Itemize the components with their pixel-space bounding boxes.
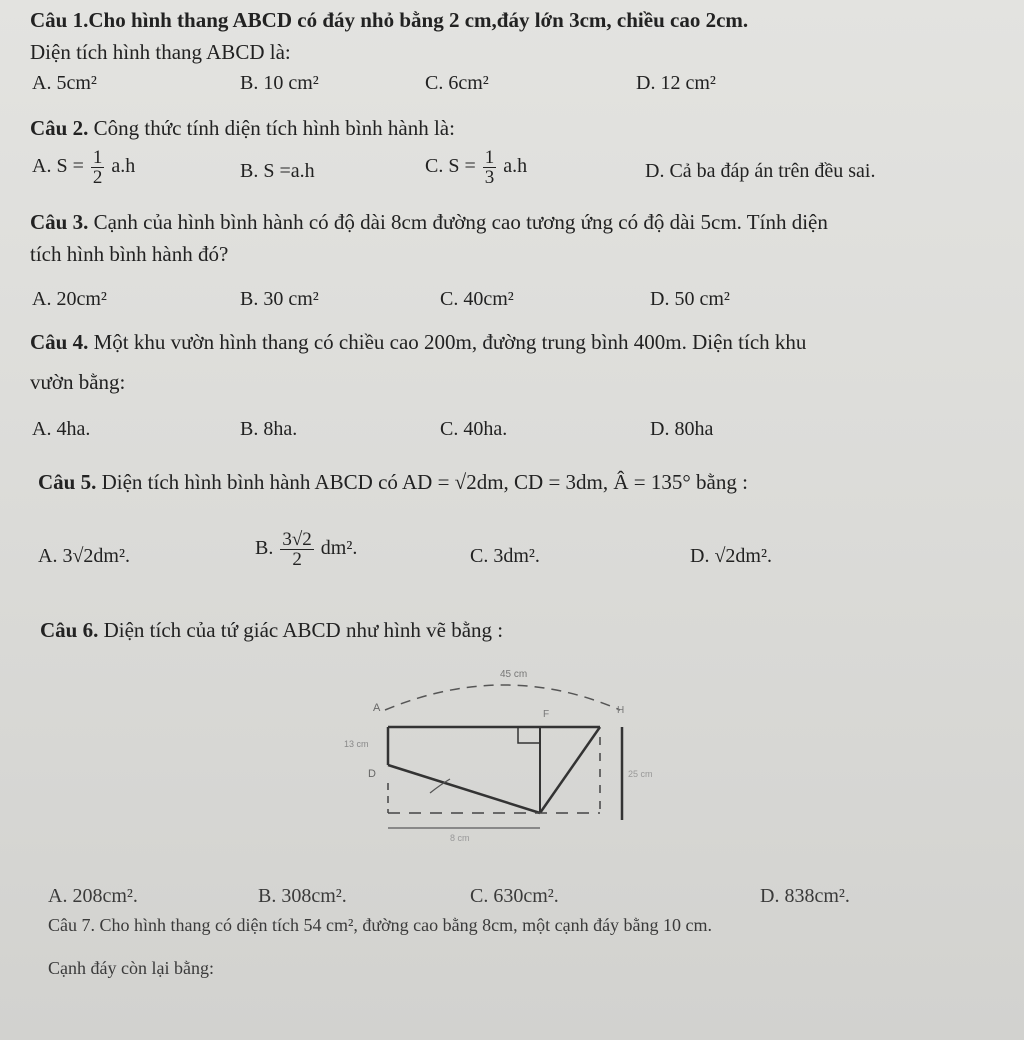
q5-b-num: 3√2 [282,529,312,550]
q2-label: Câu 2. [30,116,89,140]
q2-a-prefix: A. [32,155,52,178]
label-bottom: 8 cm [450,833,470,843]
label-f: F [543,709,550,720]
quadrilateral-figure [330,665,653,845]
q3-text: Cạnh của hình bình hành có độ dài 8cm đường cao tương ứng có độ dài 5cm. Tính diện [93,210,828,234]
q2-option-b: B. S =a.h [240,160,315,182]
q2-option-c [425,148,527,187]
q1-option-b: B. 10 cm² [240,72,319,94]
label-a: A [373,702,381,714]
label-d: D [368,768,376,780]
q2-option-a [32,148,135,187]
top-dimension-arc [385,685,620,710]
q2-c-num: 1 [484,147,495,168]
figure-svg [330,665,653,845]
q2-c-den: 3 [484,167,495,188]
q3-option-a: A. 20cm² [32,288,107,310]
q2-option-d: D. Cả ba đáp án trên đều sai. [645,160,876,182]
q2-line [30,116,455,140]
q5-b-prefix: B. [255,537,274,560]
q5-option-b [255,530,357,569]
q5-option-d: D. √2dm². [690,545,772,567]
q3-text-2: tích hình bình hành đó? [30,242,229,266]
q4-option-a: A. 4ha. [32,418,91,440]
q1-text-2: Diện tích hình thang ABCD là: [30,40,291,64]
q7-text: Câu 7. Cho hình thang có diện tích 54 cm², đường cao bằng 8cm, một cạnh đáy bằng 10 cm. [48,915,713,935]
q5-label: Câu 5. [38,470,97,494]
q5-line [38,470,748,494]
q6-text: Diện tích của tứ giác ABCD như hình vẽ bằng : [103,618,504,642]
q1-option-c: C. 6cm² [425,72,489,94]
edge-bc [540,727,600,813]
q1-option-d: D. 12 cm² [636,72,716,94]
q5-b-den: 2 [292,549,302,570]
q2-a-rhs: a.h [111,155,136,178]
q5-option-c: C. 3dm². [470,545,540,567]
right-angle-mark [518,727,540,743]
q5-text: Diện tích hình bình hành ABCD có AD = √2dm, CD = 3dm, Â = 135° bằng : [101,470,748,494]
q5-b-rhs: dm². [320,537,358,560]
q2-c-rhs: a.h [503,155,528,178]
q4-option-c: C. 40ha. [440,418,508,440]
q6-option-d: D. 838cm². [760,885,850,907]
label-right: 25 cm [628,769,653,779]
q3-option-b: B. 30 cm² [240,288,319,310]
q2-c-fraction [483,148,497,187]
q2-a-num: 1 [92,147,103,168]
q6-option-a: A. 208cm². [48,885,138,907]
q6-label: Câu 6. [40,618,99,642]
q3-option-d: D. 50 cm² [650,288,730,310]
q6-line [40,618,503,642]
q6-option-c: C. 630cm². [470,885,559,907]
q2-c-prefix: C. [425,155,444,178]
q5-option-a: A. 3√2dm². [38,545,130,567]
label-top: 45 cm [500,669,528,680]
label-left: 13 cm [344,739,369,749]
q2-text: Công thức tính diện tích hình bình hành là: [93,116,455,140]
label-h: H [617,705,625,716]
q2-a-lhs: S = [56,155,84,178]
q4-line [30,330,806,354]
q3-option-c: C. 40cm² [440,288,514,310]
edge-dc [388,765,540,813]
q4-option-b: B. 8ha. [240,418,298,440]
q3-line [30,210,828,234]
q4-text: Một khu vườn hình thang có chiều cao 200m, đường trung bình 400m. Diện tích khu [93,330,807,354]
q4-label: Câu 4. [30,330,89,354]
q1-text: Câu 1.Cho hình thang ABCD có đáy nhỏ bằng 2 cm,đáy lớn 3cm, chiều cao 2cm. [30,8,749,32]
q2-a-den: 2 [92,167,103,188]
q1-option-a: A. 5cm² [32,72,97,94]
q2-a-fraction [91,148,105,187]
q4-option-d: D. 80ha [650,418,714,440]
q6-option-b: B. 308cm². [258,885,347,907]
q2-c-lhs: S = [448,155,476,178]
q5-b-fraction [280,530,313,569]
q7-text-2: Cạnh đáy còn lại bằng: [48,958,214,978]
q4-text-2: vườn bằng: [30,370,126,394]
q3-label: Câu 3. [30,210,89,234]
